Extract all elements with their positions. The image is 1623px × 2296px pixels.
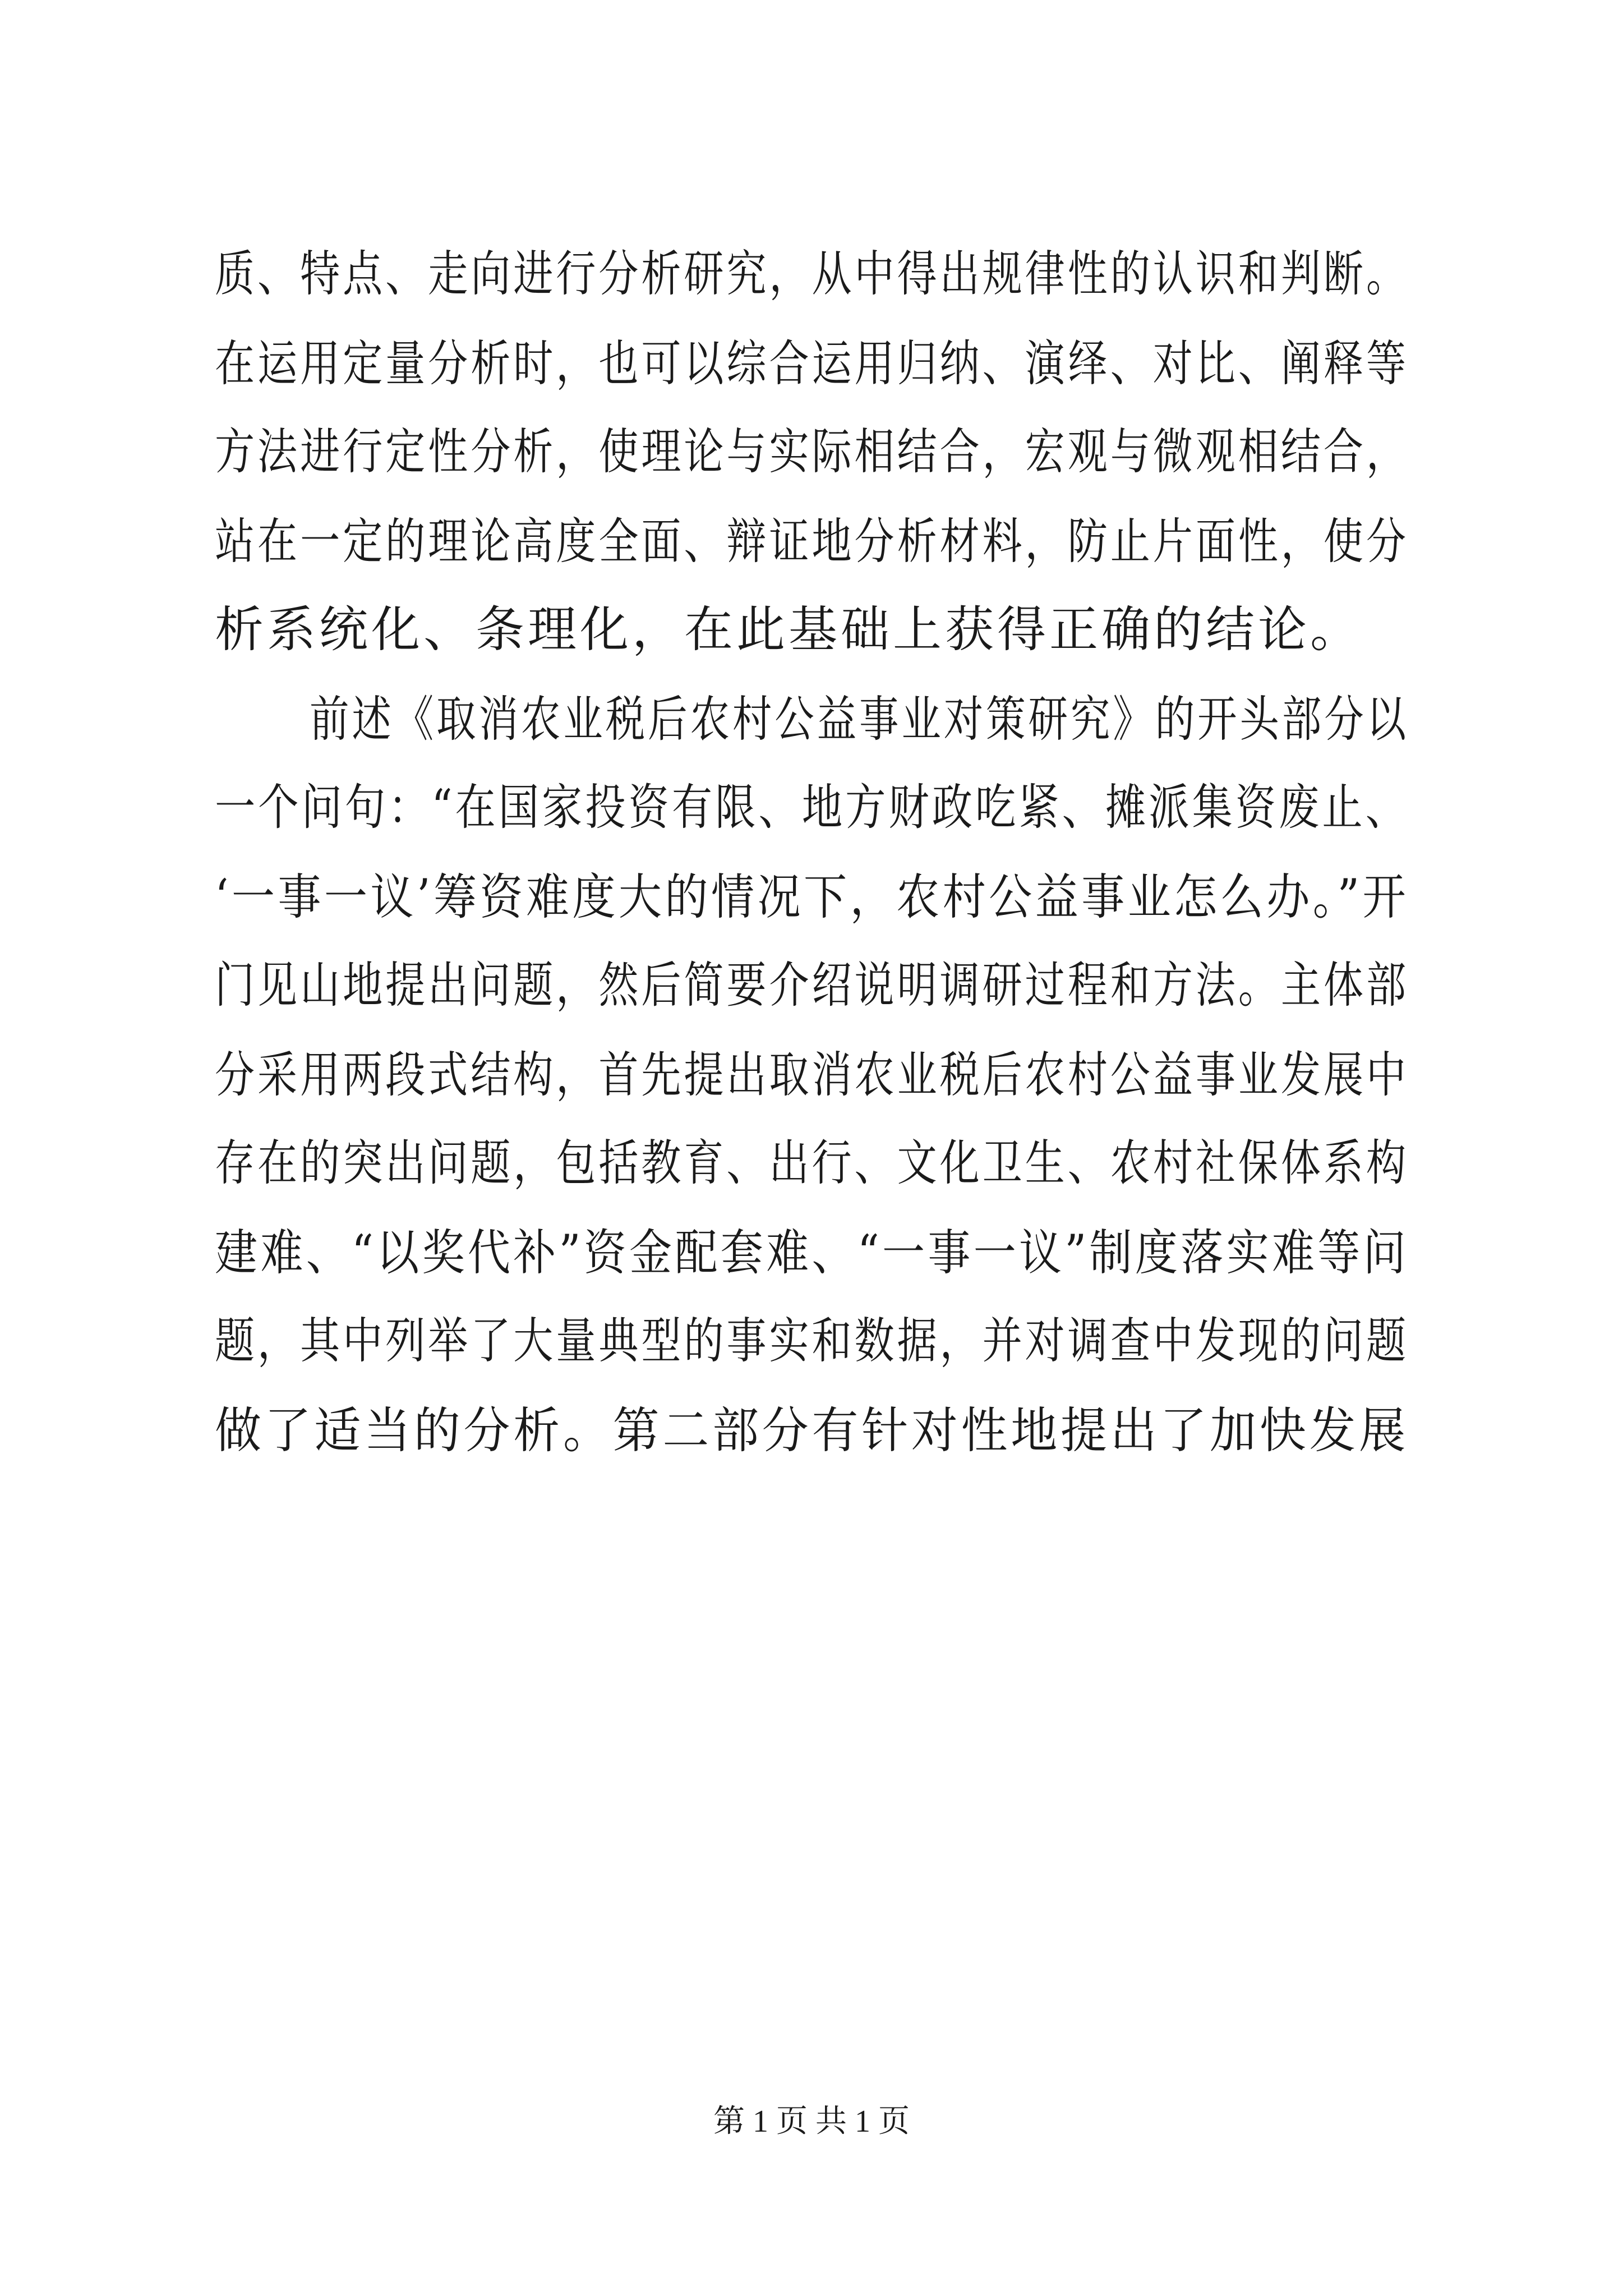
text-line-content: 建难、“以奖代补”资金配套难、“一事一议”制度落实难等问	[215, 1224, 1409, 1281]
text-line	[0, 234, 1623, 313]
text-line-content: 存在的突出问题，包括教育、出行、文化卫生、农村社保体系构	[215, 1134, 1409, 1191]
text-line-content: 站在一定的理论高度全面、辩证地分析材料，防止片面性，使分	[215, 513, 1409, 570]
text-line	[0, 1391, 1623, 1470]
text-line-content: 一个问句：“在国家投资有限、地方财政吃紧、摊派集资废止、	[215, 779, 1409, 836]
text-line	[0, 412, 1623, 491]
text-line	[0, 1301, 1623, 1380]
page-footer: 第 1 页 共 1 页	[713, 2104, 910, 2139]
text-line-content: 析系统化、条理化，在此基础上获得正确的结论。	[215, 601, 1362, 658]
text-line-content: 题，其中列举了大量典型的事实和数据，并对调查中发现的问题	[215, 1312, 1409, 1369]
text-line-content: 分采用两段式结构，首先提出取消农业税后农村公益事业发展中	[215, 1046, 1409, 1103]
text-line-content: 方法进行定性分析，使理论与实际相结合，宏观与微观相结合，	[215, 423, 1409, 480]
text-line	[0, 768, 1623, 846]
text-line-content: ‘一事一议’筹资难度大的情况下，农村公益事业怎么办。”开	[215, 868, 1409, 926]
text-line	[0, 324, 1623, 403]
text-line	[0, 680, 1623, 758]
text-line	[0, 1036, 1623, 1114]
text-line	[0, 1124, 1623, 1202]
text-line-content: 质、特点、走向进行分析研究，从中得出规律性的认识和判断。	[215, 245, 1409, 302]
text-line	[0, 502, 1623, 581]
text-line-content: 门见山地提出问题，然后简要介绍说明调研过程和方法。主体部	[215, 956, 1409, 1014]
text-line	[0, 590, 1623, 669]
text-line-content: 做了适当的分析。第二部分有针对性地提出了加快发展	[215, 1402, 1409, 1459]
text-line	[0, 1213, 1623, 1292]
text-line-content: 在运用定量分析时，也可以综合运用归纳、演绎、对比、阐释等	[215, 335, 1409, 392]
text-line	[0, 858, 1623, 936]
text-line	[0, 946, 1623, 1024]
text-line-content: 前述《取消农业税后农村公益事业对策研究》的开头部分以	[310, 691, 1409, 748]
